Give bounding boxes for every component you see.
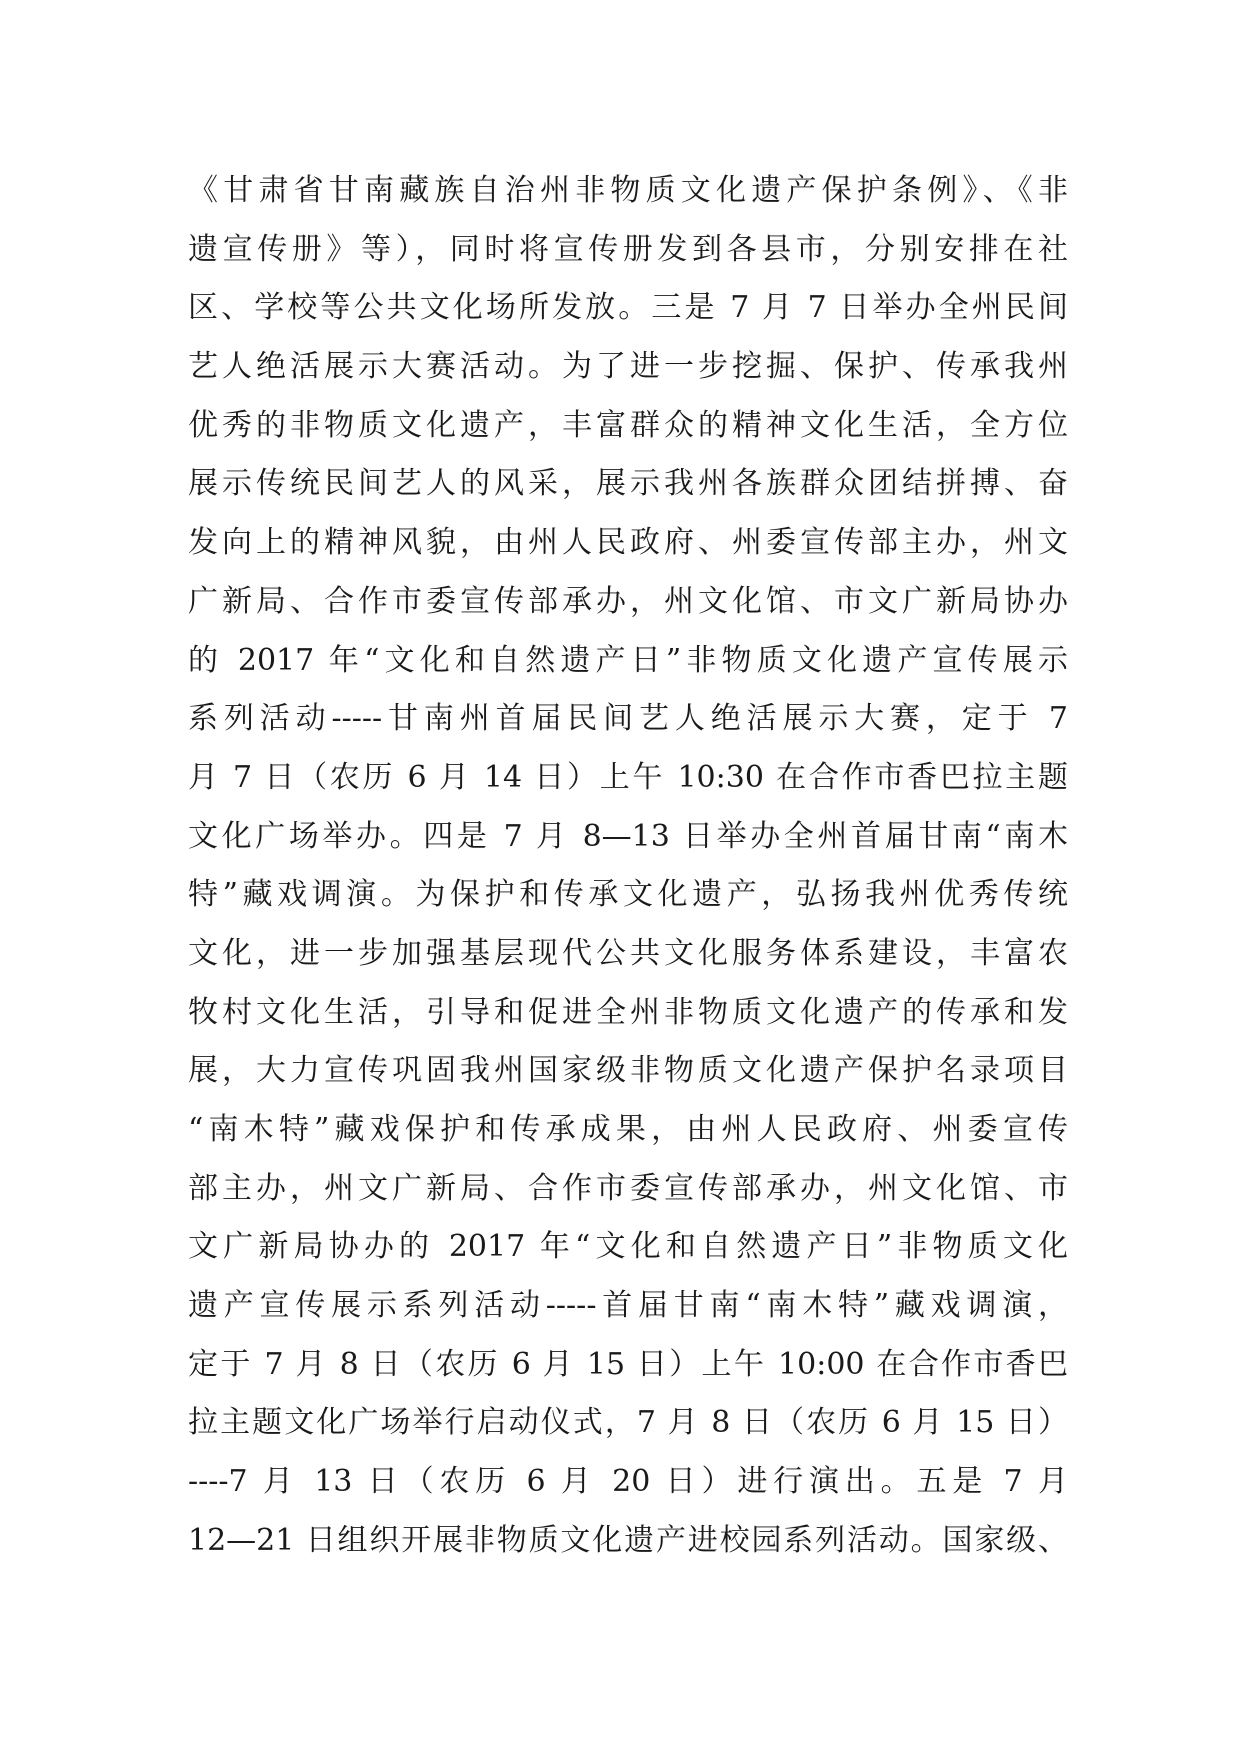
text-line: 广新局、合作市委宣传部承办，州文化馆、市文广新局协办 [188,583,1068,619]
text-line: 《甘肃省甘南藏族自治州非物质文化遗产保护条例》、《非 [188,173,1068,208]
text-line: 的 2017 年“文化和自然遗产日”非物质文化遗产宣传展示 [188,642,1068,678]
text-line: 遗产宣传展示系列活动-----首届甘南“南木特”藏戏调演， [188,1288,1068,1324]
text-line: 月 7 日（农历 6 月 14 日）上午 10:30 在合作市香巴拉主题 [188,759,1068,795]
text-line: 定于 7 月 8 日（农历 6 月 15 日）上午 10:00 在合作市香巴 [188,1346,1068,1382]
text-line: 优秀的非物质文化遗产，丰富群众的精神文化生活，全方位 [188,407,1068,443]
text-line: 展，大力宣传巩固我州国家级非物质文化遗产保护名录项目 [188,1053,1068,1089]
text-line: 文广新局协办的 2017 年“文化和自然遗产日”非物质文化 [188,1229,1068,1265]
text-line: 部主办，州文广新局、合作市委宣传部承办，州文化馆、市 [188,1170,1068,1206]
text-line: 牧村文化生活，引导和促进全州非物质文化遗产的传承和发 [188,994,1068,1030]
text-line: 艺人绝活展示大赛活动。为了进一步挖掘、保护、传承我州 [188,349,1068,385]
text-line: 展示传统民间艺人的风采，展示我州各族群众团结拼搏、奋 [188,466,1068,502]
text-line: 12—21 日组织开展非物质文化遗产进校园系列活动。国家级、 [188,1522,1068,1558]
text-line: 文化广场举办。四是 7 月 8—13 日举办全州首届甘南“南木 [188,818,1068,854]
text-line: “南木特”藏戏保护和传承成果，由州人民政府、州委宣传 [188,1112,1068,1147]
text-line: ----7 月 13 日（农历 6 月 20 日）进行演出。五是 7 月 [188,1464,1068,1500]
body-paragraph [188,162,1068,1571]
text-line: 系列活动-----甘南州首届民间艺人绝活展示大赛，定于 7 [188,701,1068,737]
text-line: 发向上的精神风貌，由州人民政府、州委宣传部主办，州文 [188,525,1068,561]
text-line: 拉主题文化广场举行启动仪式，7 月 8 日（农历 6 月 15 日） [188,1405,1068,1441]
text-line: 区、学校等公共文化场所发放。三是 7 月 7 日举办全州民间 [188,290,1068,326]
text-line: 遗宣传册》等），同时将宣传册发到各县市，分别安排在社 [188,231,1068,267]
text-line: 特”藏戏调演。为保护和传承文化遗产，弘扬我州优秀传统 [188,877,1068,913]
text-line: 文化，进一步加强基层现代公共文化服务体系建设，丰富农 [188,935,1068,971]
